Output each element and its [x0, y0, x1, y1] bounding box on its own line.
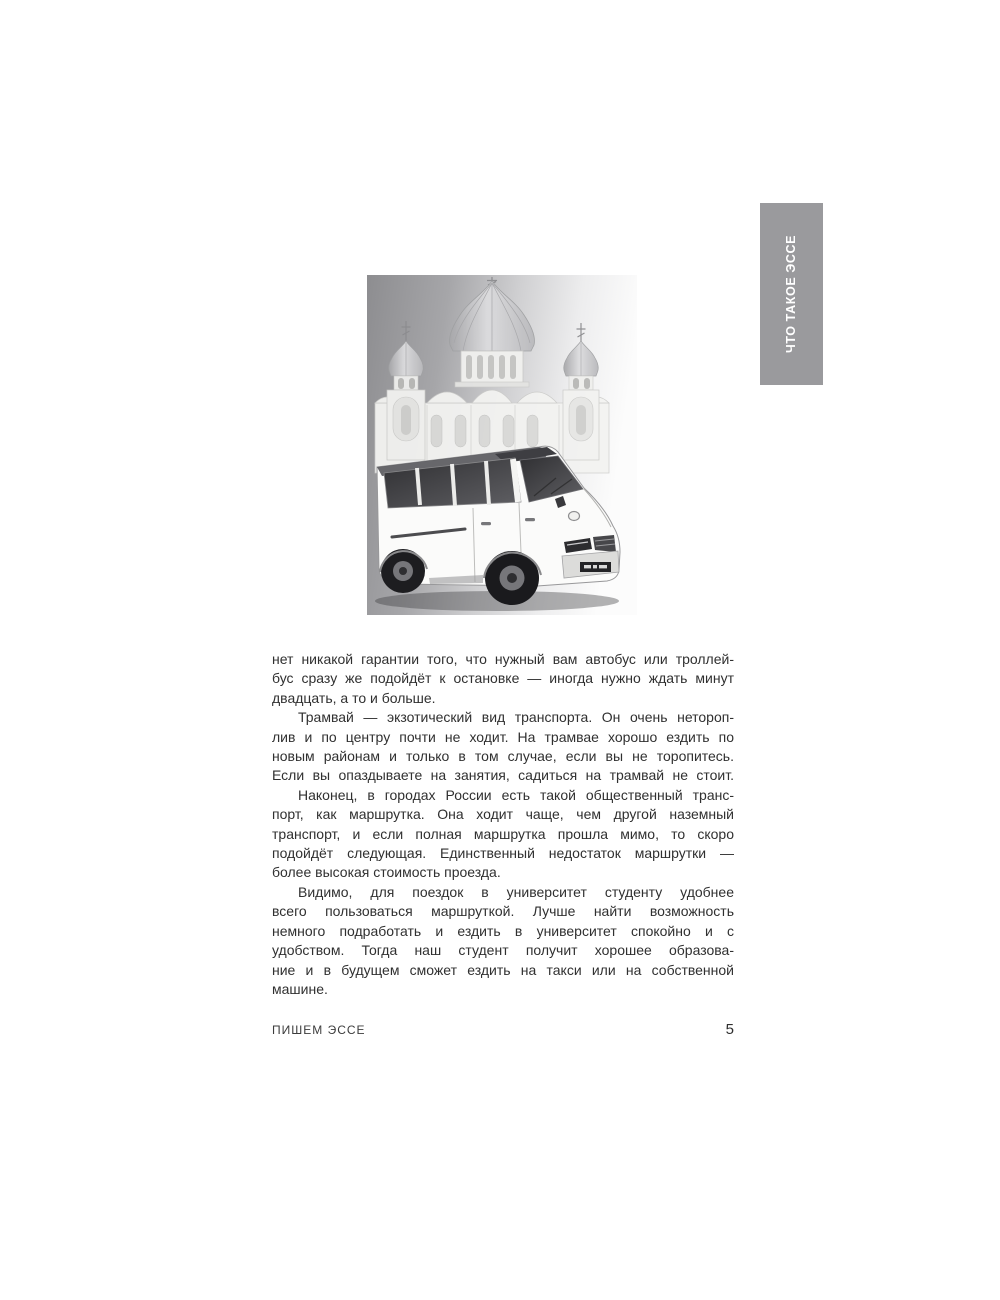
text-line: лив и по центру почти не ходит. На трамвае хорошо ездить по [272, 728, 734, 745]
text-line: немного подработать и ездить в университет спокойно и с [272, 922, 734, 939]
text-line: подойдёт следующая. Единственный недостаток маршрутки — [272, 845, 734, 862]
text-line: Если вы опаздываете на занятия, садиться на трамвай не стоит. [272, 767, 734, 784]
text-line: двадцать, а то и больше. [272, 689, 436, 706]
chapter-tab [760, 203, 823, 385]
text-line: ние и в будущем сможет ездить на такси или на собственной [272, 961, 734, 978]
text-line: Наконец, в городах России есть такой общественный транс- [298, 786, 734, 803]
text-line: Видимо, для поездок в университет студенту удобнее [298, 883, 734, 900]
text-line: более высокая стоимость проезда. [272, 864, 501, 881]
page-number: 5 [725, 1021, 734, 1038]
text-line: транспорт, и если полная маршрутка прошла мимо, то скоро [272, 825, 734, 842]
text-line: нет никакой гарантии того, что нужный вам автобус или троллей- [272, 651, 734, 667]
chapter-tab-label: ЧТО ТАКОЕ ЭССЕ [784, 234, 799, 354]
text-line: всего пользоваться маршруткой. Лучше найти возможность [272, 903, 734, 920]
running-title: ПИШЕМ ЭССЕ [272, 1023, 366, 1037]
text-line: бус сразу же подойдёт к остановке — иногда нужно ждать минут [272, 670, 734, 687]
page-footer [272, 1021, 734, 1038]
text-line: порт, как маршрутка. Она ходит чаще, чем другой наземный [272, 806, 734, 823]
text-line: машине. [272, 980, 328, 997]
marshrutka-cathedral-photo [367, 275, 637, 615]
text-line: удобством. Тогда наш студент получит хорошее образова- [272, 942, 734, 959]
text-line: новым районам и только в том случае, если вы не торопитесь. [272, 748, 734, 765]
text-line: Трамвай — экзотический вид транспорта. Он очень нетороп- [298, 709, 734, 726]
body-text [272, 650, 734, 999]
cathedral-minibus-illustration [367, 275, 637, 615]
